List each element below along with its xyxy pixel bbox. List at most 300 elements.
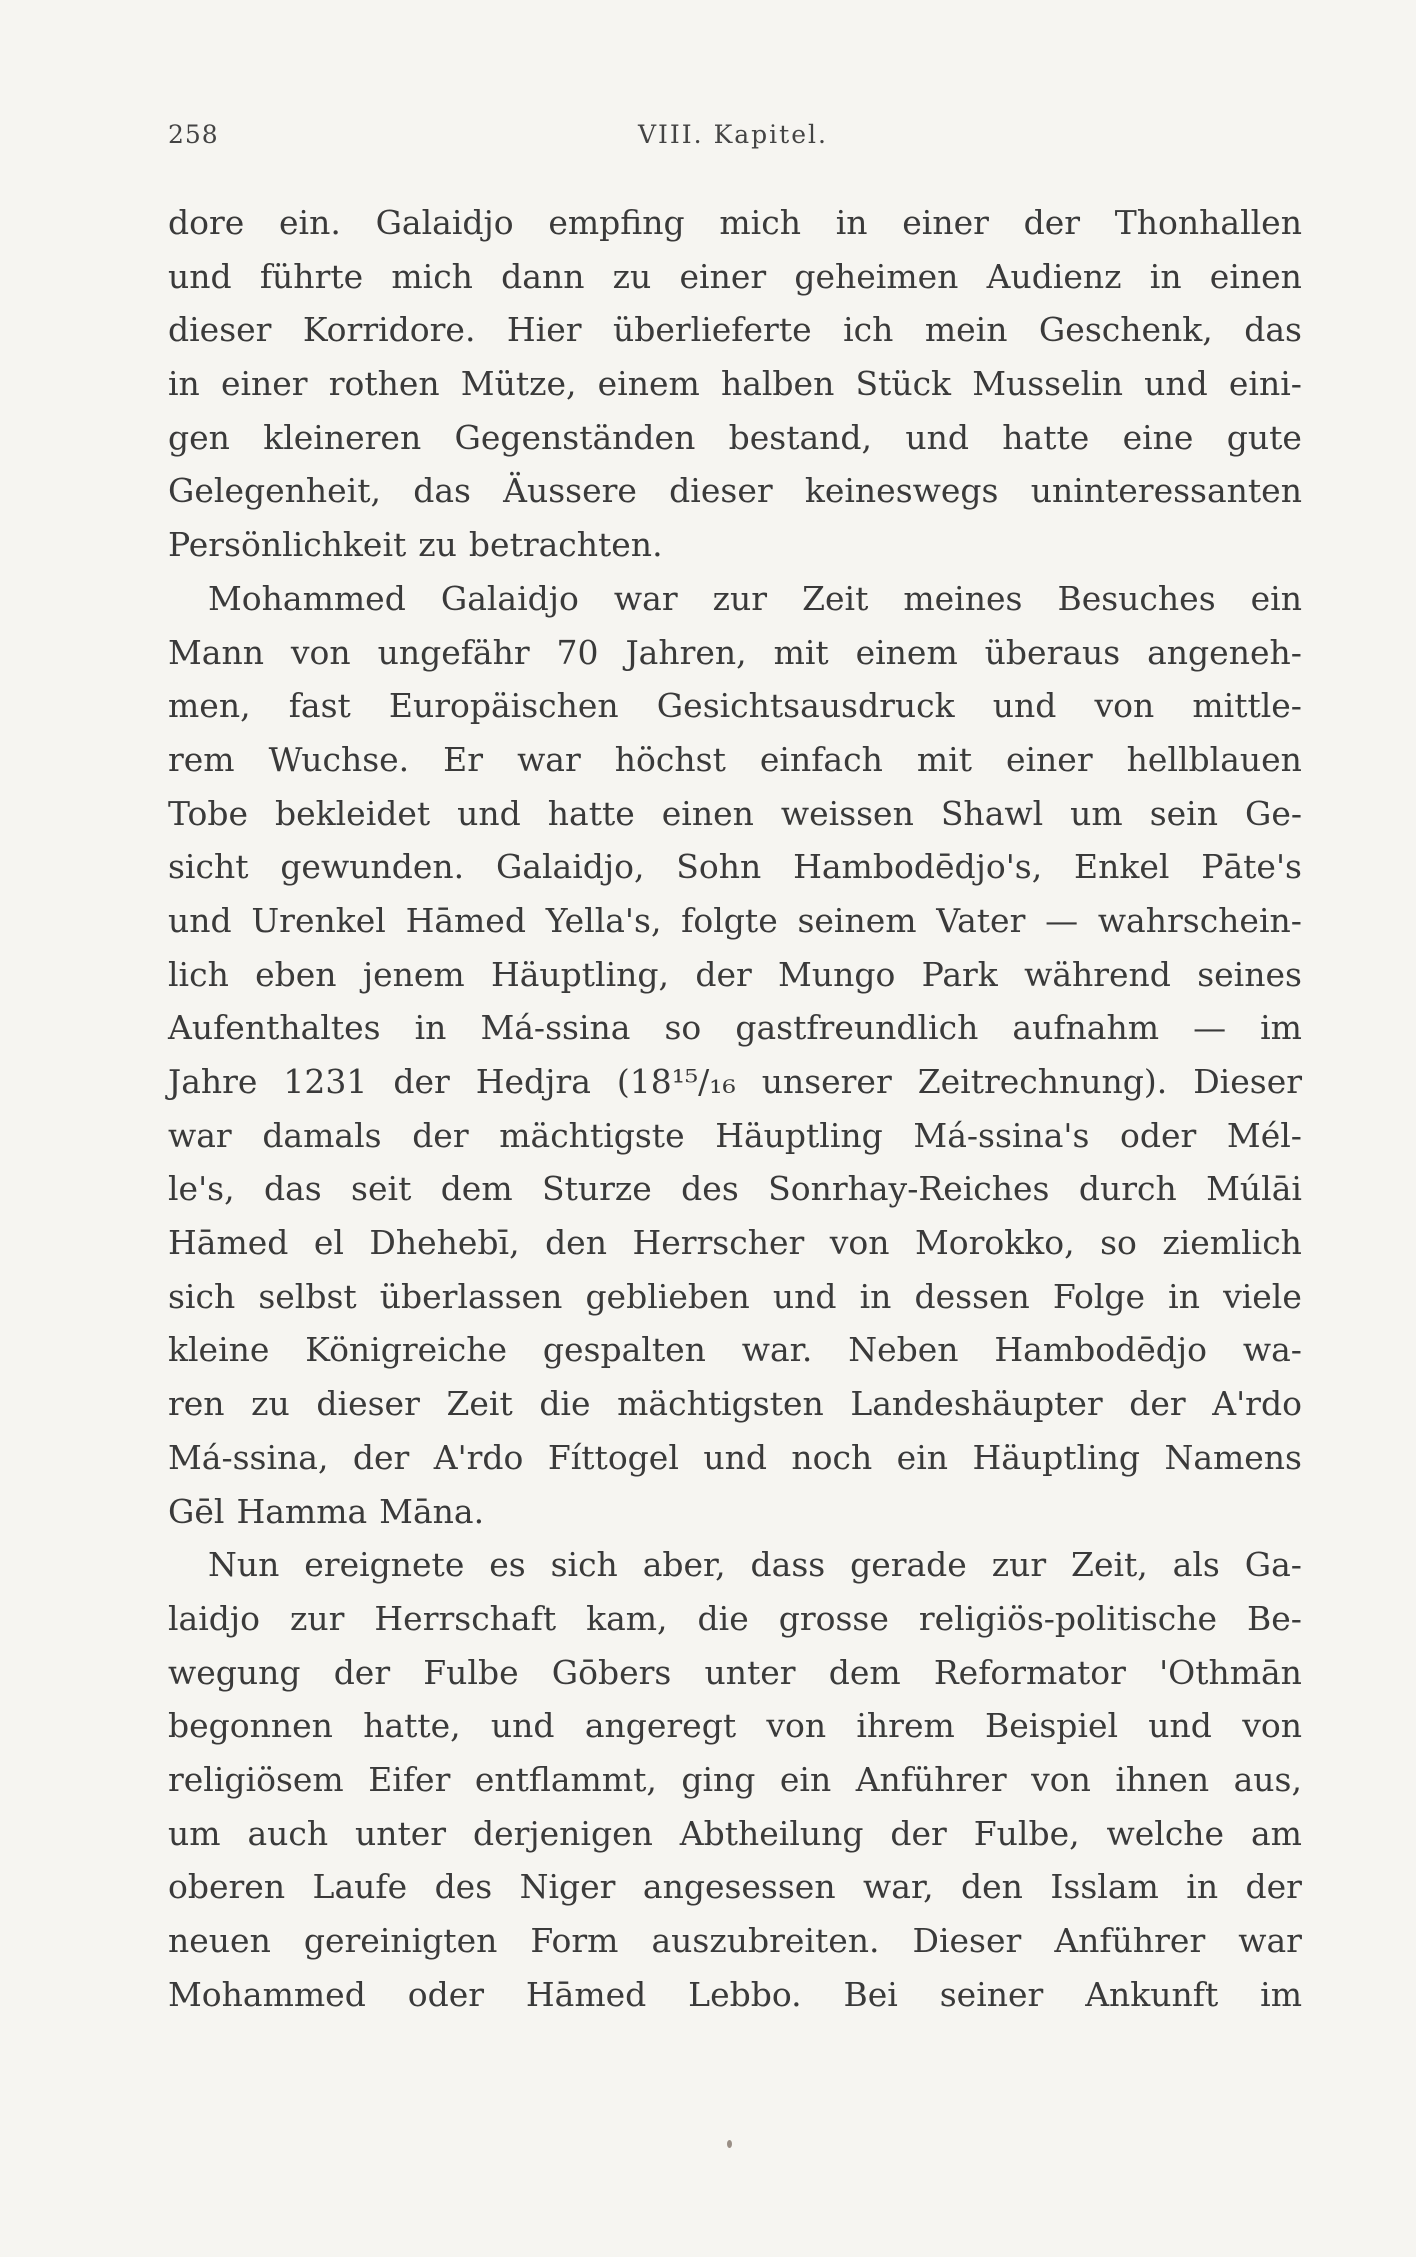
word: damals	[262, 1115, 382, 1155]
word: derjenigen	[472, 1813, 653, 1853]
text-line	[168, 894, 1302, 948]
text-line	[168, 626, 1302, 680]
word: gewunden.	[280, 847, 465, 887]
word: 'Othmān	[1159, 1652, 1302, 1692]
word: Urenkel	[251, 900, 386, 940]
word: ihrem	[856, 1706, 955, 1746]
word: Zeit,	[1071, 1545, 1148, 1585]
word: einer	[679, 256, 767, 296]
word: viele	[1223, 1276, 1302, 1316]
word: einem	[597, 364, 700, 404]
word: Stück	[855, 364, 952, 404]
text-line	[168, 1001, 1302, 1055]
word: A'rdo	[433, 1437, 524, 1477]
word: unserer	[761, 1062, 892, 1101]
word: begonnen	[168, 1706, 333, 1746]
word: wahrschein-	[1097, 900, 1302, 940]
word: empfing	[548, 203, 685, 242]
word: Eifer	[368, 1759, 451, 1799]
word: dore	[168, 203, 245, 242]
word: war,	[863, 1867, 934, 1907]
word: überaus	[984, 632, 1121, 672]
word: dem	[828, 1652, 901, 1692]
word: im	[1260, 1974, 1302, 2014]
word: A'rdo	[1212, 1384, 1302, 1424]
word: mich	[719, 203, 801, 242]
word: Pāte's	[1201, 847, 1302, 887]
word: angesessen	[642, 1867, 836, 1907]
word: uninteressanten	[1030, 471, 1302, 511]
word: Jahre	[168, 1062, 258, 1101]
word: jenem	[362, 954, 465, 994]
text-line	[168, 518, 1302, 572]
word: Gegenständen	[454, 417, 696, 457]
word: mächtigsten	[617, 1384, 824, 1424]
word: ich	[843, 310, 894, 350]
word: seines	[1197, 954, 1302, 994]
word: Dieser	[1193, 1062, 1302, 1101]
word: bekleidet	[274, 793, 431, 833]
word: das	[413, 471, 471, 511]
word: oberen	[168, 1867, 286, 1907]
word: und	[1144, 364, 1208, 404]
word: in	[1149, 256, 1182, 296]
body-text	[168, 196, 1302, 2021]
word: meines	[903, 578, 1023, 618]
word: in	[835, 203, 868, 242]
word: rem	[168, 739, 235, 779]
word: der	[412, 1115, 469, 1155]
word: aufnahm	[1012, 1008, 1160, 1048]
word: geheimen	[794, 256, 959, 296]
word: geblieben	[585, 1276, 750, 1316]
word: Hambodēdjo's,	[793, 847, 1043, 887]
word: hatte	[1002, 417, 1090, 457]
word: so	[1100, 1223, 1137, 1263]
text-line	[168, 303, 1302, 357]
word: lich	[168, 954, 229, 994]
text-line	[168, 572, 1302, 626]
word: Aufenthaltes	[168, 1008, 381, 1048]
word: mein	[924, 310, 1008, 350]
word: ihnen	[1115, 1759, 1210, 1799]
text-line	[168, 411, 1302, 465]
word: men,	[168, 686, 251, 726]
word: Herrschaft	[374, 1598, 557, 1638]
word: in	[168, 364, 200, 404]
word: war	[517, 739, 581, 779]
word: seiner	[939, 1974, 1044, 2014]
word: von	[290, 632, 351, 672]
word: Europäischen	[388, 686, 619, 726]
text-line	[168, 679, 1302, 733]
word: des	[434, 1867, 493, 1907]
word: der	[333, 1652, 391, 1692]
text-line	[168, 787, 1302, 841]
word: betrachten.	[468, 525, 663, 565]
word: unter	[704, 1652, 796, 1692]
word: Gelegenheit,	[168, 471, 381, 511]
word: und	[1148, 1706, 1212, 1746]
text-line	[168, 1485, 1302, 1539]
word: den	[545, 1223, 607, 1263]
word: dann	[501, 256, 585, 296]
word: Namens	[1164, 1437, 1302, 1477]
word: Sohn	[676, 847, 762, 887]
text-line	[168, 1538, 1302, 1592]
word: noch	[791, 1437, 873, 1477]
word: Thonhallen	[1114, 203, 1302, 242]
word: und	[457, 793, 521, 833]
word: Mann	[168, 632, 264, 672]
word: dieser	[316, 1384, 420, 1424]
word: auszubreiten.	[651, 1921, 880, 1960]
word: Bei	[843, 1974, 898, 2014]
word: eini-	[1228, 364, 1302, 404]
word: neuen	[168, 1921, 271, 1960]
word: einer	[1005, 739, 1093, 779]
word: Landeshäupter	[850, 1384, 1103, 1424]
word: Abtheilung	[679, 1813, 864, 1853]
word: gute	[1226, 417, 1302, 457]
word: Königreiche	[305, 1330, 507, 1370]
word: und	[168, 900, 232, 940]
word: dem	[440, 1169, 513, 1209]
word: ziemlich	[1162, 1223, 1302, 1263]
text-line	[168, 1914, 1302, 1968]
word: höchst	[614, 739, 726, 779]
word: ereignete	[304, 1545, 465, 1585]
word: Besuches	[1057, 578, 1216, 618]
word: zur	[712, 578, 768, 618]
word: in	[1186, 1867, 1219, 1907]
word: Vater	[936, 900, 1026, 940]
text-line	[168, 464, 1302, 518]
chapter-title: VIII. Kapitel.	[638, 120, 828, 149]
word: zu	[418, 525, 457, 565]
word: ungefähr	[377, 632, 530, 672]
word: um	[168, 1813, 221, 1853]
word: Zeitrechnung).	[917, 1062, 1168, 1101]
word: Mohammed	[168, 1974, 366, 2014]
word: den	[961, 1867, 1023, 1907]
word: Yella's,	[545, 900, 662, 940]
word: halben	[720, 364, 835, 404]
text-line	[168, 1431, 1302, 1485]
word: ging	[681, 1759, 756, 1799]
text-line	[168, 948, 1302, 1002]
page-number: 258	[168, 120, 219, 149]
word: überlieferte	[612, 310, 812, 350]
word: in	[1168, 1276, 1200, 1316]
word: Māna.	[379, 1491, 485, 1531]
word: durch	[1078, 1169, 1177, 1209]
word: am	[1250, 1813, 1302, 1853]
word: seit	[351, 1169, 412, 1209]
word: religiösem	[168, 1759, 344, 1799]
word: Mohammed	[208, 578, 406, 618]
word: oder	[407, 1974, 484, 2014]
word: sein	[1149, 793, 1218, 833]
word: dass	[750, 1545, 826, 1585]
word: Mél-	[1226, 1115, 1302, 1155]
word: Mungo	[778, 954, 896, 994]
word: gastfreundlich	[735, 1008, 979, 1048]
text-line	[168, 1646, 1302, 1700]
word: der	[1023, 203, 1081, 242]
word: dieser	[168, 310, 272, 350]
word: Anführer	[1054, 1921, 1206, 1960]
word: Er	[443, 739, 484, 779]
word: führte	[259, 256, 364, 296]
word: (18¹⁵/₁₆	[616, 1062, 736, 1101]
word: von	[829, 1223, 890, 1263]
word: von	[1094, 686, 1155, 726]
word: hellblauen	[1126, 739, 1302, 779]
word: gespalten	[542, 1330, 706, 1370]
word: le's,	[168, 1169, 235, 1209]
word: gen	[168, 417, 230, 457]
word: aber,	[642, 1545, 726, 1585]
word: Neben	[848, 1330, 959, 1370]
text-line	[168, 1270, 1302, 1324]
word: Gesichtsausdruck	[656, 686, 955, 726]
word: war	[168, 1115, 232, 1155]
word: Dhehebī,	[369, 1223, 520, 1263]
word: Hāmed	[525, 1974, 647, 2014]
word: Nun	[208, 1545, 280, 1585]
word: die	[697, 1598, 749, 1638]
word: und	[905, 417, 969, 457]
word: Gēl	[168, 1491, 225, 1531]
word: und	[490, 1706, 555, 1746]
word: Musselin	[972, 364, 1123, 404]
word: zu	[612, 256, 652, 296]
word: ein	[896, 1437, 949, 1477]
word: mächtigste	[499, 1115, 685, 1155]
word: Hier	[506, 310, 582, 350]
word: von	[1031, 1759, 1091, 1799]
word: und	[703, 1437, 767, 1477]
word: grosse	[778, 1598, 889, 1638]
word: Häuptling	[715, 1115, 883, 1155]
text-line	[168, 357, 1302, 411]
word: einen	[1209, 256, 1302, 296]
text-line	[168, 1807, 1302, 1861]
word: die	[539, 1384, 591, 1424]
word: sich	[168, 1276, 236, 1316]
word: Lebbo.	[688, 1974, 802, 2014]
word: Ga-	[1244, 1545, 1302, 1585]
paper-speck	[727, 2140, 732, 2148]
word: Dieser	[912, 1921, 1022, 1960]
word: Wuchse.	[268, 739, 410, 779]
word: eine	[1122, 417, 1194, 457]
word: wegung	[168, 1652, 301, 1692]
word: —	[1045, 900, 1079, 940]
word: laidjo	[168, 1598, 261, 1638]
text-line	[168, 1753, 1302, 1807]
word: Häuptling	[972, 1437, 1141, 1477]
word: selbst	[258, 1276, 357, 1316]
word: es	[489, 1545, 526, 1585]
word: Reformator	[933, 1652, 1126, 1692]
word: um	[1070, 793, 1123, 833]
word: der	[1129, 1384, 1186, 1424]
word: zu	[251, 1384, 290, 1424]
word: Enkel	[1074, 847, 1170, 887]
word: Isslam	[1050, 1867, 1159, 1907]
word: Morokko,	[914, 1223, 1075, 1263]
word: Herrscher	[632, 1223, 805, 1263]
word: der	[352, 1437, 410, 1477]
word: Folge	[1052, 1276, 1146, 1316]
word: oder	[1120, 1115, 1197, 1155]
word: angeneh-	[1147, 632, 1302, 672]
running-head	[168, 120, 1308, 160]
word: wa-	[1242, 1330, 1302, 1370]
word: angeregt	[584, 1706, 737, 1746]
word: Zeit	[802, 578, 869, 618]
word: 70	[556, 632, 599, 672]
word: Hamma	[236, 1491, 368, 1531]
word: ren	[168, 1384, 225, 1424]
word: Niger	[519, 1867, 616, 1907]
word: mit	[773, 632, 829, 672]
word: Mütze,	[460, 364, 577, 404]
word: Má-ssina's	[913, 1115, 1090, 1155]
word: auch	[247, 1813, 329, 1853]
word: ein	[1250, 578, 1302, 618]
word: Múlāi	[1206, 1169, 1302, 1209]
word: entflammt,	[474, 1759, 657, 1799]
text-line	[168, 1699, 1302, 1753]
word: dessen	[914, 1276, 1030, 1316]
word: Ge-	[1244, 793, 1302, 833]
text-line	[168, 1592, 1302, 1646]
word: das	[263, 1169, 322, 1209]
word: Fulbe	[423, 1652, 519, 1692]
word: Hāmed	[168, 1223, 289, 1263]
word: einer	[220, 364, 308, 404]
word: Zeit	[446, 1384, 513, 1424]
word: Má-ssina	[480, 1008, 631, 1048]
word: Jahren,	[625, 632, 747, 672]
text-line	[168, 1055, 1302, 1109]
word: Sturze	[542, 1169, 652, 1209]
word: der	[695, 954, 752, 994]
word: fast	[288, 686, 351, 726]
word: Sonrhay-Reiches	[768, 1169, 1050, 1209]
word: el	[313, 1223, 344, 1263]
text-line	[168, 1109, 1302, 1163]
word: Hāmed	[405, 900, 526, 940]
word: Park	[921, 954, 998, 994]
word: rothen	[328, 364, 440, 404]
word: einer	[902, 203, 989, 242]
word: aus,	[1233, 1759, 1302, 1799]
word: Audienz	[986, 256, 1122, 296]
word: von	[1242, 1706, 1302, 1746]
word: eben	[255, 954, 337, 994]
word: der	[1245, 1867, 1302, 1907]
word: Shawl	[940, 793, 1044, 833]
word: hatte,	[363, 1706, 461, 1746]
word: so	[664, 1008, 702, 1048]
word: als	[1172, 1545, 1220, 1585]
word: keineswegs	[804, 471, 999, 511]
word: Korridore.	[302, 310, 476, 350]
word: mittle-	[1192, 686, 1302, 726]
word: Galaidjo	[375, 203, 514, 242]
word: weissen	[780, 793, 914, 833]
word: bestand,	[728, 417, 873, 457]
word: einen	[661, 793, 754, 833]
word: Ankunft	[1085, 1974, 1219, 2014]
word: Persönlichkeit	[168, 525, 407, 565]
word: seinem	[797, 900, 917, 940]
word: während	[1024, 954, 1171, 994]
word: der	[393, 1062, 450, 1101]
word: war.	[741, 1330, 813, 1370]
word: gerade	[850, 1545, 967, 1585]
word: Hambodēdjo	[994, 1330, 1207, 1370]
word: Fulbe,	[973, 1813, 1080, 1853]
word: hatte	[547, 793, 635, 833]
word: mich	[391, 256, 473, 296]
word: 1231	[283, 1062, 368, 1101]
word: folgte	[681, 900, 778, 940]
text-line	[168, 250, 1302, 304]
word: einem	[855, 632, 958, 672]
word: ein	[779, 1759, 832, 1799]
text-line	[168, 1860, 1302, 1914]
word: Galaidjo,	[495, 847, 645, 887]
word: zur	[290, 1598, 345, 1638]
word: Hedjra	[475, 1062, 591, 1101]
word: das	[1244, 310, 1302, 350]
word: war	[613, 578, 678, 618]
word: des	[681, 1169, 739, 1209]
word: und	[772, 1276, 837, 1316]
word: religiös-politische	[918, 1598, 1218, 1638]
text-line	[168, 1377, 1302, 1431]
word: der	[890, 1813, 947, 1853]
word: Fíttogel	[547, 1437, 679, 1477]
text-line	[168, 840, 1302, 894]
word: Gōbers	[551, 1652, 672, 1692]
word: kleine	[168, 1330, 270, 1370]
word: kam,	[586, 1598, 668, 1638]
word: von	[766, 1706, 827, 1746]
word: in	[414, 1008, 447, 1048]
word: und	[168, 256, 232, 296]
word: war	[1238, 1921, 1302, 1960]
text-line	[168, 1216, 1302, 1270]
word: Beispiel	[985, 1706, 1119, 1746]
word: Form	[530, 1921, 619, 1960]
word: überlassen	[379, 1276, 563, 1316]
word: kleineren	[263, 417, 422, 457]
word: Laufe	[312, 1867, 408, 1907]
text-line	[168, 1323, 1302, 1377]
word: gereinigten	[303, 1921, 498, 1960]
word: Äussere	[503, 471, 637, 511]
word: Geschenk,	[1038, 310, 1213, 350]
word: in	[859, 1276, 892, 1316]
word: Tobe	[168, 793, 248, 833]
word: und	[992, 686, 1057, 726]
